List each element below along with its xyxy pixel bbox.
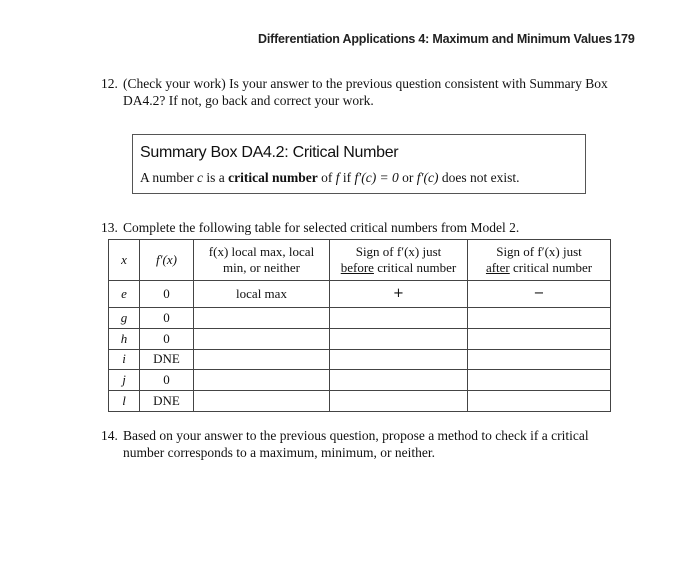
question-text: Complete the following table for selected critical numbers from Model 2. xyxy=(123,220,520,235)
cell-local: local max xyxy=(194,281,330,308)
question-text xyxy=(123,75,608,109)
table-header-row xyxy=(109,240,611,281)
definition-text: does not exist. xyxy=(438,170,520,185)
table-row xyxy=(109,308,611,329)
header-local-extrema xyxy=(194,240,330,281)
table-row xyxy=(109,391,611,412)
cell-sign-before[interactable] xyxy=(330,370,468,391)
definition-text: if xyxy=(339,170,355,185)
cell-sign-before[interactable] xyxy=(330,349,468,370)
question-line: (Check your work) Is your answer to the previous question consistent with Summary Box xyxy=(123,76,608,91)
cell-local[interactable] xyxy=(194,328,330,349)
question-number: 14. xyxy=(101,428,118,443)
header-sign-after xyxy=(468,240,611,281)
header-text: critical number xyxy=(373,260,457,275)
cell-sign-after: − xyxy=(468,281,611,308)
summary-box xyxy=(132,134,586,194)
definition-text: is a xyxy=(203,170,229,185)
header-line: Sign of f′(x) just xyxy=(496,244,582,259)
cell-sign-after[interactable] xyxy=(468,370,611,391)
cell-fprime: DNE xyxy=(140,349,194,370)
underlined-word: after xyxy=(485,260,510,275)
question-line: number corresponds to a maximum, minimum, or neither. xyxy=(123,445,435,460)
cell-sign-before: + xyxy=(330,281,468,308)
cell-fprime: 0 xyxy=(140,281,194,308)
header-fprime: f′(x) xyxy=(140,240,194,281)
header-line xyxy=(330,260,467,276)
header-line: Sign of f′(x) just xyxy=(355,244,442,259)
cell-fprime: DNE xyxy=(140,391,194,412)
condition-zero: f′(c) = 0 xyxy=(354,170,399,185)
question-text xyxy=(123,427,589,461)
variable-f: f xyxy=(335,170,340,185)
definition-text: of xyxy=(317,170,336,185)
header-x: x xyxy=(109,240,140,281)
cell-sign-after[interactable] xyxy=(468,391,611,412)
header-line: min, or neither xyxy=(223,260,300,275)
cell-x: h xyxy=(109,328,140,349)
summary-box-title: Summary Box DA4.2: Critical Number xyxy=(140,144,399,161)
cell-fprime: 0 xyxy=(140,370,194,391)
cell-x: g xyxy=(109,308,140,329)
question-number: 13. xyxy=(101,220,118,235)
definition-text: or xyxy=(398,170,417,185)
cell-sign-before[interactable] xyxy=(330,391,468,412)
definition-term: critical number xyxy=(228,170,318,185)
cell-x: i xyxy=(109,349,140,370)
cell-sign-after[interactable] xyxy=(468,349,611,370)
cell-sign-after[interactable] xyxy=(468,308,611,329)
cell-x: e xyxy=(109,281,140,308)
question-number: 12. xyxy=(101,76,118,91)
cell-sign-after[interactable] xyxy=(468,328,611,349)
page-number: 179 xyxy=(614,32,635,46)
question-line: DA4.2? If not, go back and correct your work. xyxy=(123,93,374,108)
cell-x: j xyxy=(109,370,140,391)
cell-local[interactable] xyxy=(194,391,330,412)
header-text: critical number xyxy=(509,260,593,275)
question-line: Based on your answer to the previous question, propose a method to check if a critical xyxy=(123,428,589,443)
cell-fprime: 0 xyxy=(140,328,194,349)
cell-local[interactable] xyxy=(194,308,330,329)
underlined-word: before xyxy=(340,260,374,275)
cell-local[interactable] xyxy=(194,349,330,370)
table-row xyxy=(109,281,611,308)
table-row xyxy=(109,349,611,370)
cell-fprime: 0 xyxy=(140,308,194,329)
cell-local[interactable] xyxy=(194,370,330,391)
definition-text: A number xyxy=(140,170,197,185)
header-line xyxy=(468,260,610,276)
table-row xyxy=(109,328,611,349)
header-line: f(x) local max, local xyxy=(208,244,315,259)
summary-box-definition xyxy=(140,170,519,186)
running-title: Differentiation Applications 4: Maximum and Minimum Values xyxy=(258,32,612,46)
variable-c: c xyxy=(197,170,203,185)
cell-sign-before[interactable] xyxy=(330,328,468,349)
page-header xyxy=(0,32,700,48)
condition-dne: f′(c) xyxy=(416,170,439,185)
cell-x: l xyxy=(109,391,140,412)
header-sign-before xyxy=(330,240,468,281)
cell-sign-before[interactable] xyxy=(330,308,468,329)
table-row xyxy=(109,370,611,391)
critical-numbers-table xyxy=(108,239,611,412)
